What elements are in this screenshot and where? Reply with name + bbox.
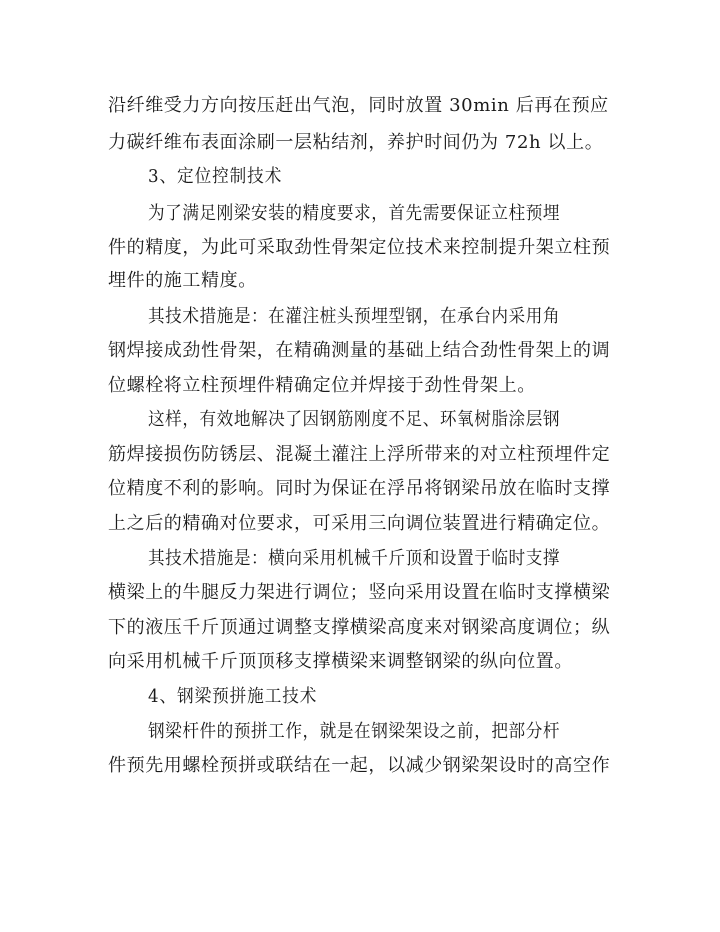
text-line: 位精度不利的影响。同时为保证在浮吊将钢梁吊放在临时支撑 — [108, 478, 611, 499]
text-line: 下的液压千斤顶通过调整支撑横梁高度来对钢梁高度调位；纵 — [108, 617, 611, 638]
text-line: 向采用机械千斤顶顶移支撑横梁来调整钢梁的纵向位置。 — [108, 651, 573, 672]
text-line: 为了满足刚梁安装的精度要求，首先需要保证立柱预埋 — [148, 203, 561, 224]
text-line: 其技术措施是：横向采用机械千斤顶和设置于临时支撑 — [148, 548, 561, 569]
text-line: 钢梁杆件的预拼工作，就是在钢梁架设之前，把部分杆 — [148, 721, 561, 742]
text-line: 件的精度，为此可采取劲性骨架定位技术来控制提升架立柱预 — [108, 237, 611, 258]
section-heading: 3、定位控制技术 — [148, 166, 283, 187]
text-line: 这样，有效地解决了因钢筋刚度不足、环氧树脂涂层钢 — [148, 409, 561, 430]
text-line: 其技术措施是：在灌注桩头预埋型钢，在承台内采用角 — [148, 306, 561, 327]
text-line: 沿纤维受力方向按压赶出气泡，同时放置 30min 后再在预应 — [108, 95, 609, 116]
text-line: 上之后的精确对位要求，可采用三向调位装置进行精确定位。 — [108, 513, 611, 534]
text-line: 力碳纤维布表面涂刷一层粘结剂，养护时间仍为 72h 以上。 — [108, 132, 604, 153]
text-line: 钢焊接成劲性骨架，在精确测量的基础上结合劲性骨架上的调 — [108, 340, 611, 361]
text-line: 件预先用螺栓预拼或联结在一起，以减少钢梁架设时的高空作 — [108, 755, 611, 776]
text-line: 埋件的施工精度。 — [108, 270, 257, 291]
text-line: 筋焊接损伤防锈层、混凝土灌注上浮所带来的对立柱预埋件定 — [108, 444, 611, 465]
text-line: 横梁上的牛腿反力架进行调位；竖向采用设置在临时支撑横梁 — [108, 582, 611, 603]
section-heading: 4、钢梁预拼施工技术 — [148, 686, 318, 707]
text-line: 位螺栓将立柱预埋件精确定位并焊接于劲性骨架上。 — [108, 375, 536, 396]
